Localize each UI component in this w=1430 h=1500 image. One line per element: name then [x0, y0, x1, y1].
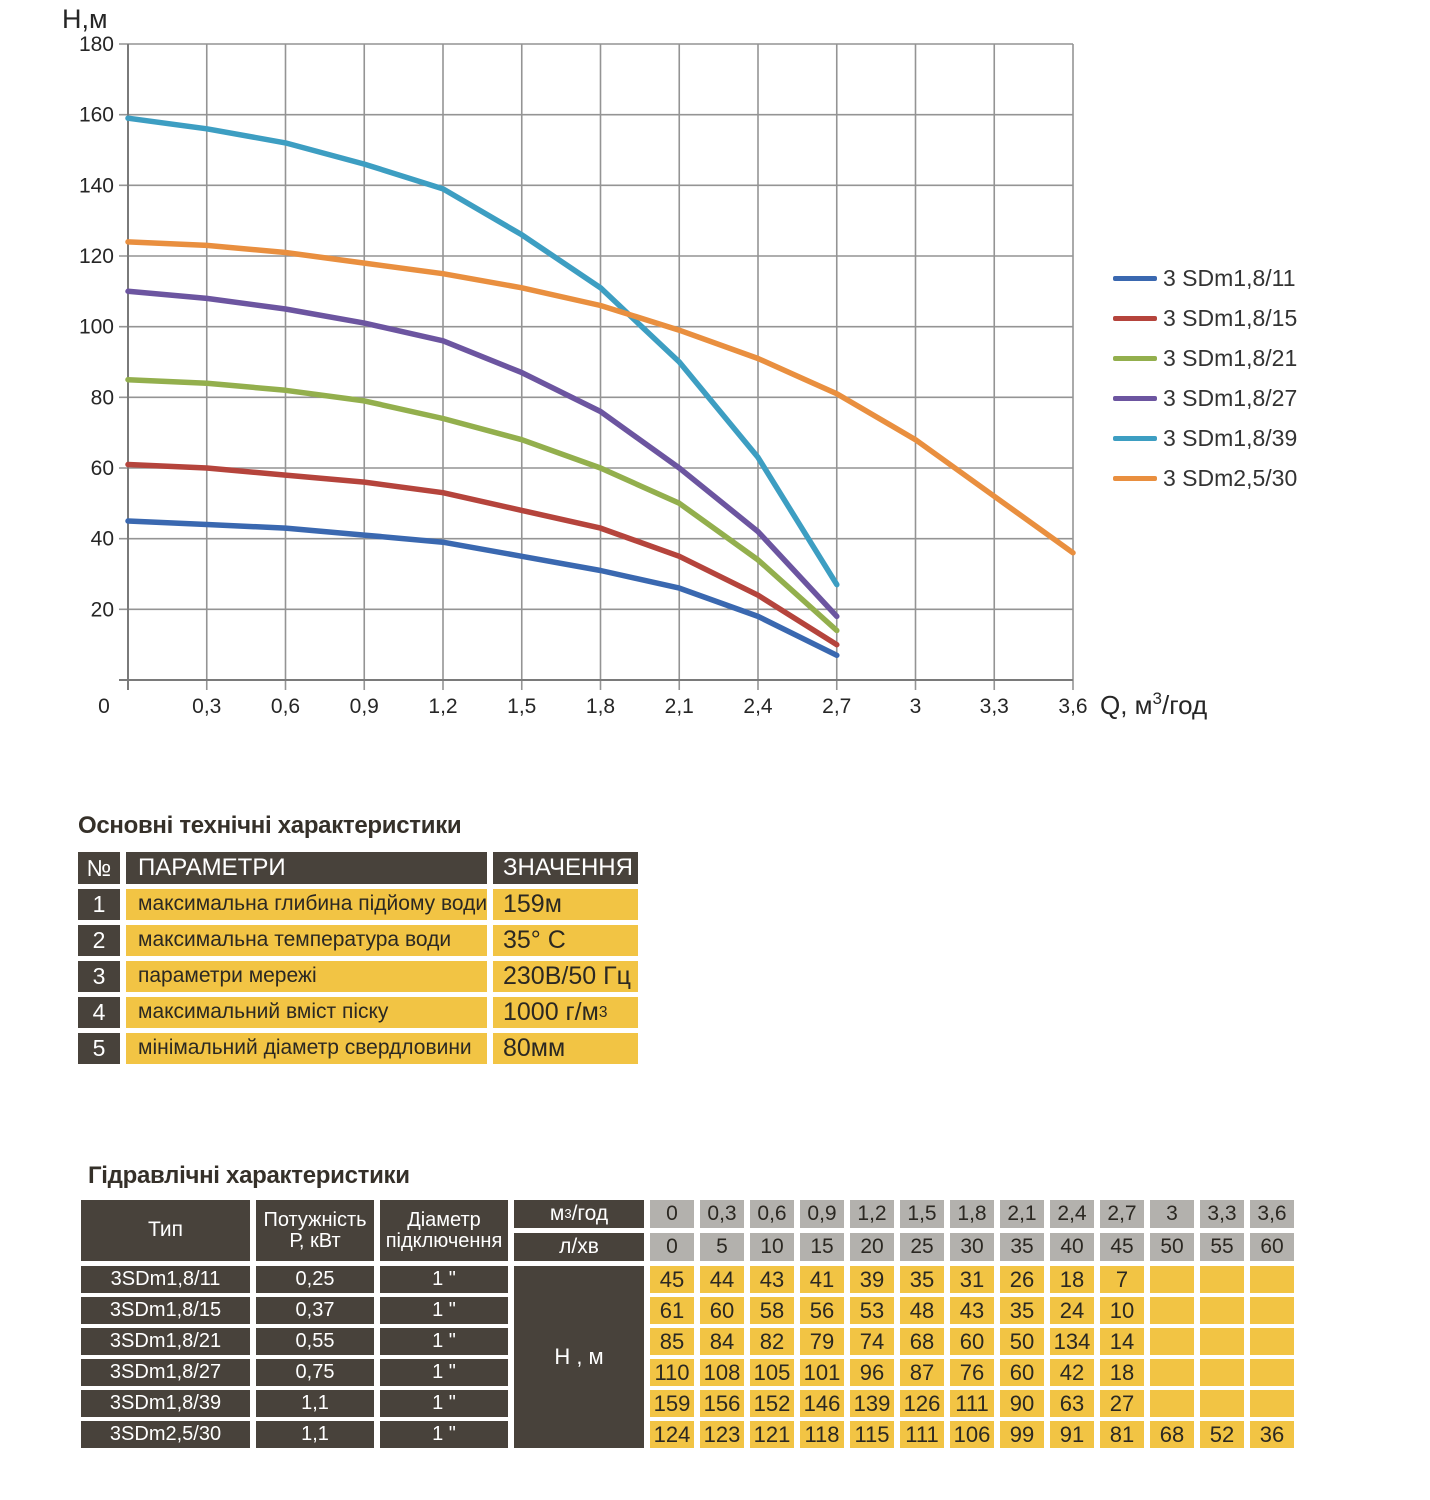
- hydro-header-power-lines: [263, 1210, 366, 1252]
- tech-row-param: мінімальний діаметр свердловини: [126, 1033, 487, 1064]
- tech-row-value: 230В/50 Гц: [493, 961, 638, 992]
- head-value-cell: 96: [850, 1359, 894, 1386]
- legend-label: 3 SDm1,8/15: [1163, 304, 1298, 331]
- hydro-header-diameter-line1: Діаметр: [407, 1208, 481, 1231]
- hydro-row-diameter: 1 ": [380, 1297, 508, 1324]
- head-value-cell: 50: [1000, 1328, 1044, 1355]
- head-value-cell: 105: [750, 1359, 794, 1386]
- head-value-cell: [1250, 1328, 1294, 1355]
- legend-label: 3 SDm1,8/21: [1163, 344, 1298, 371]
- head-value-cell: 43: [750, 1266, 794, 1293]
- head-value-cell: 139: [850, 1390, 894, 1417]
- legend-item: [1113, 378, 1297, 418]
- hydro-flow-lmin-value: 20: [850, 1233, 894, 1261]
- hydro-row-power: 0,55: [256, 1328, 374, 1355]
- head-value-cell: 58: [750, 1297, 794, 1324]
- head-value-cell: 42: [1050, 1359, 1094, 1386]
- head-value-cell: 27: [1100, 1390, 1144, 1417]
- head-value-cell: 63: [1050, 1390, 1094, 1417]
- x-tick-label: 3,3: [979, 695, 1009, 718]
- origin-tick-label: 0: [98, 695, 110, 718]
- head-value-cell: [1200, 1359, 1244, 1386]
- head-value-cell: 10: [1100, 1297, 1144, 1324]
- tech-header-value: ЗНАЧЕННЯ: [493, 852, 638, 884]
- head-value-cell: 108: [700, 1359, 744, 1386]
- x-tick-label: 1,5: [507, 695, 537, 718]
- head-value-cell: 81: [1100, 1421, 1144, 1448]
- head-value-cell: [1200, 1328, 1244, 1355]
- x-tick-label: 0,9: [349, 695, 379, 718]
- head-value-cell: 124: [650, 1421, 694, 1448]
- hydro-flow-lmin-value: 45: [1100, 1233, 1144, 1261]
- x-tick-label: 1,8: [585, 695, 616, 718]
- head-value-cell: 24: [1050, 1297, 1094, 1324]
- head-value-cell: 99: [1000, 1421, 1044, 1448]
- head-value-cell: [1250, 1266, 1294, 1293]
- hydro-header-diameter: [380, 1200, 508, 1261]
- hydro-flow-m3-value: 3: [1150, 1200, 1194, 1228]
- hydro-flow-m3-value: 2,7: [1100, 1200, 1144, 1228]
- head-value-cell: [1250, 1390, 1294, 1417]
- legend-label: 3 SDm1,8/27: [1163, 384, 1298, 411]
- hydro-flow-lmin-value: 10: [750, 1233, 794, 1261]
- x-tick-label: 3,6: [1058, 695, 1088, 718]
- head-value-cell: 18: [1050, 1266, 1094, 1293]
- legend-item: [1113, 458, 1297, 498]
- head-value-cell: [1250, 1359, 1294, 1386]
- head-value-cell: 60: [700, 1297, 744, 1324]
- y-tick-label: 160: [78, 103, 114, 127]
- head-value-cell: [1150, 1390, 1194, 1417]
- x-tick-label: 0,6: [270, 695, 301, 718]
- hydraulic-characteristics-table: [81, 1200, 1295, 1448]
- tech-row-num: 4: [78, 997, 120, 1028]
- x-tick-label: 2,1: [664, 695, 694, 718]
- tech-row-param: максимальний вміст піску: [126, 997, 487, 1028]
- head-value-cell: 31: [950, 1266, 994, 1293]
- hydro-row-power: 1,1: [256, 1421, 374, 1448]
- head-value-cell: 61: [650, 1297, 694, 1324]
- y-tick-label: 120: [78, 245, 114, 268]
- head-value-cell: 44: [700, 1266, 744, 1293]
- head-value-cell: 85: [650, 1328, 694, 1355]
- head-value-cell: 106: [950, 1421, 994, 1448]
- head-value-cell: 156: [700, 1390, 744, 1417]
- head-value-cell: 48: [900, 1297, 944, 1324]
- head-value-cell: 56: [800, 1297, 844, 1324]
- head-value-cell: [1200, 1266, 1244, 1293]
- hydro-row-type: 3SDm1,8/21: [81, 1328, 250, 1355]
- hydro-row-type: 3SDm1,8/27: [81, 1359, 250, 1386]
- hydro-header-type: Тип: [81, 1200, 250, 1261]
- head-value-cell: [1200, 1390, 1244, 1417]
- hydro-flow-m3-value: 1,2: [850, 1200, 894, 1228]
- hydro-header-flow-lmin: л/хв: [514, 1233, 644, 1261]
- head-value-cell: [1150, 1266, 1194, 1293]
- legend-label: 3 SDm2,5/30: [1163, 464, 1298, 491]
- head-value-cell: [1200, 1297, 1244, 1324]
- hydro-row-diameter: 1 ": [380, 1359, 508, 1386]
- head-value-cell: 53: [850, 1297, 894, 1324]
- legend-line-sample: [1113, 316, 1157, 321]
- head-value-cell: [1150, 1359, 1194, 1386]
- head-value-cell: 87: [900, 1359, 944, 1386]
- head-value-cell: [1150, 1297, 1194, 1324]
- tech-row-param: максимальна температура води: [126, 925, 487, 956]
- hydro-row-power: 0,37: [256, 1297, 374, 1324]
- legend-item: [1113, 258, 1297, 298]
- curve-3-SDm1-8-27: [128, 291, 837, 616]
- y-tick-label: 100: [78, 315, 114, 339]
- legend-item: [1113, 418, 1297, 458]
- hydro-header-power: [256, 1200, 374, 1261]
- head-value-cell: 52: [1200, 1421, 1244, 1448]
- tech-row-value: 80мм: [493, 1033, 638, 1064]
- hydro-flow-m3-value: 0,9: [800, 1200, 844, 1228]
- legend-item: [1113, 338, 1297, 378]
- legend-label: 3 SDm1,8/39: [1163, 424, 1298, 451]
- tech-row-value: 159м: [493, 889, 638, 920]
- tech-row-num: 5: [78, 1033, 120, 1064]
- tech-row-num: 1: [78, 889, 120, 920]
- head-value-cell: 68: [900, 1328, 944, 1355]
- y-tick-label: 180: [78, 33, 114, 56]
- hydro-row-diameter: 1 ": [380, 1266, 508, 1293]
- hydro-flow-m3-value: 0,6: [750, 1200, 794, 1228]
- x-tick-label: 3: [909, 695, 922, 718]
- head-value-cell: 41: [800, 1266, 844, 1293]
- curve-3-SDm1-8-21: [128, 380, 837, 631]
- x-tick-label: 2,7: [822, 695, 852, 718]
- tech-row-param: максимальна глибина підйому води: [126, 889, 487, 920]
- head-value-cell: 101: [800, 1359, 844, 1386]
- head-value-cell: 45: [650, 1266, 694, 1293]
- hydro-flow-m3-value: 1,5: [900, 1200, 944, 1228]
- hydro-row-power: 1,1: [256, 1390, 374, 1417]
- hydro-row-type: 3SDm1,8/15: [81, 1297, 250, 1324]
- x-tick-label: 2,4: [743, 695, 773, 718]
- hydro-flow-m3-value: 0: [650, 1200, 694, 1228]
- hydro-row-type: 3SDm1,8/11: [81, 1266, 250, 1293]
- head-value-cell: 60: [950, 1328, 994, 1355]
- hydro-flow-m3-value: 3,6: [1250, 1200, 1294, 1228]
- hydro-row-type: 3SDm1,8/39: [81, 1390, 250, 1417]
- head-value-cell: 7: [1100, 1266, 1144, 1293]
- head-value-cell: 84: [700, 1328, 744, 1355]
- hydro-row-power: 0,75: [256, 1359, 374, 1386]
- head-value-cell: 35: [1000, 1297, 1044, 1324]
- tech-header-param: ПАРАМЕТРИ: [126, 852, 487, 884]
- hydro-flow-m3-value: 1,8: [950, 1200, 994, 1228]
- head-value-cell: 26: [1000, 1266, 1044, 1293]
- head-value-cell: 91: [1050, 1421, 1094, 1448]
- tech-row-param: параметри мережі: [126, 961, 487, 992]
- legend-line-sample: [1113, 436, 1157, 441]
- tech-row-num: 2: [78, 925, 120, 956]
- legend-line-sample: [1113, 476, 1157, 481]
- hydro-flow-lmin-value: 25: [900, 1233, 944, 1261]
- y-tick-label: 40: [90, 527, 114, 551]
- hydro-flow-m3-value: 2,4: [1050, 1200, 1094, 1228]
- head-value-cell: 123: [700, 1421, 744, 1448]
- legend-line-sample: [1113, 396, 1157, 401]
- tech-row-value: 35° С: [493, 925, 638, 956]
- hydro-flow-lmin-value: 60: [1250, 1233, 1294, 1261]
- y-axis-title: Н,м: [62, 4, 108, 34]
- hydro-header-diameter-lines: [386, 1210, 503, 1252]
- head-value-cell: 18: [1100, 1359, 1144, 1386]
- x-axis-title: Q, $м^3$/год: [1100, 689, 1208, 720]
- head-value-cell: 79: [800, 1328, 844, 1355]
- hydro-row-power: 0,25: [256, 1266, 374, 1293]
- x-tick-label: 1,2: [428, 695, 458, 718]
- y-tick-label: 140: [78, 174, 114, 198]
- chart-legend: [1113, 258, 1297, 498]
- head-value-cell: 43: [950, 1297, 994, 1324]
- hydraulic-table-title: Гідравлічні характеристики: [88, 1162, 410, 1189]
- x-tick-label: 0,3: [192, 695, 222, 718]
- hydro-row-diameter: 1 ": [380, 1390, 508, 1417]
- hydro-row-diameter: 1 ": [380, 1328, 508, 1355]
- hydro-flow-lmin-value: 55: [1200, 1233, 1244, 1261]
- hydro-header-power-line2: Р, кВт: [289, 1229, 341, 1252]
- hydro-row-type: 3SDm2,5/30: [81, 1421, 250, 1448]
- hydro-flow-lmin-value: 0: [650, 1233, 694, 1261]
- head-value-cell: 111: [950, 1390, 994, 1417]
- head-value-cell: 35: [900, 1266, 944, 1293]
- head-value-cell: 159: [650, 1390, 694, 1417]
- head-value-cell: 110: [650, 1359, 694, 1386]
- hydro-flow-lmin-value: 35: [1000, 1233, 1044, 1261]
- chart-axis-labels: [62, 4, 1207, 720]
- tech-row-num: 3: [78, 961, 120, 992]
- legend-item: [1113, 298, 1297, 338]
- hydro-row-diameter: 1 ": [380, 1421, 508, 1448]
- tech-characteristics-table: [78, 852, 639, 1064]
- hydro-flow-lmin-value: 5: [700, 1233, 744, 1261]
- hydro-header-flow-m3: м 3 /год: [514, 1200, 644, 1228]
- head-value-cell: [1250, 1297, 1294, 1324]
- head-value-cell: 90: [1000, 1390, 1044, 1417]
- head-value-cell: 76: [950, 1359, 994, 1386]
- legend-line-sample: [1113, 356, 1157, 361]
- hydro-flow-m3-value: 3,3: [1200, 1200, 1244, 1228]
- head-value-cell: 14: [1100, 1328, 1144, 1355]
- head-value-cell: 74: [850, 1328, 894, 1355]
- y-tick-label: 20: [90, 598, 114, 622]
- hydro-header-diameter-line2: підключення: [385, 1229, 503, 1252]
- head-value-cell: 60: [1000, 1359, 1044, 1386]
- tech-row-value: 1000 г/м 3: [493, 997, 638, 1028]
- hydro-flow-m3-value: 0,3: [700, 1200, 744, 1228]
- hydro-header-power-line1: Потужність: [263, 1208, 367, 1231]
- hydro-flow-lmin-value: 15: [800, 1233, 844, 1261]
- legend-label: 3 SDm1,8/11: [1163, 264, 1296, 291]
- hydro-flow-lmin-value: 30: [950, 1233, 994, 1261]
- head-value-cell: 146: [800, 1390, 844, 1417]
- head-value-cell: 152: [750, 1390, 794, 1417]
- tech-table-title: Основні технічні характеристики: [78, 812, 462, 839]
- tech-header-num: №: [78, 852, 120, 884]
- hydro-flow-m3-value: 2,1: [1000, 1200, 1044, 1228]
- head-value-cell: 121: [750, 1421, 794, 1448]
- legend-line-sample: [1113, 276, 1157, 281]
- head-value-cell: 82: [750, 1328, 794, 1355]
- y-tick-label: 60: [90, 457, 114, 480]
- head-value-cell: 36: [1250, 1421, 1294, 1448]
- y-tick-label: 80: [90, 386, 114, 410]
- head-value-cell: 118: [800, 1421, 844, 1448]
- hydro-header-head-unit: Н , м: [514, 1266, 644, 1448]
- hydro-flow-lmin-value: 40: [1050, 1233, 1094, 1261]
- head-value-cell: 111: [900, 1421, 944, 1448]
- head-value-cell: 68: [1150, 1421, 1194, 1448]
- head-value-cell: 39: [850, 1266, 894, 1293]
- head-value-cell: 126: [900, 1390, 944, 1417]
- hydro-flow-lmin-value: 50: [1150, 1233, 1194, 1261]
- head-value-cell: [1150, 1328, 1194, 1355]
- head-value-cell: 134: [1050, 1328, 1094, 1355]
- curve-3-SDm1-8-15: [128, 465, 837, 645]
- head-value-cell: 115: [850, 1421, 894, 1448]
